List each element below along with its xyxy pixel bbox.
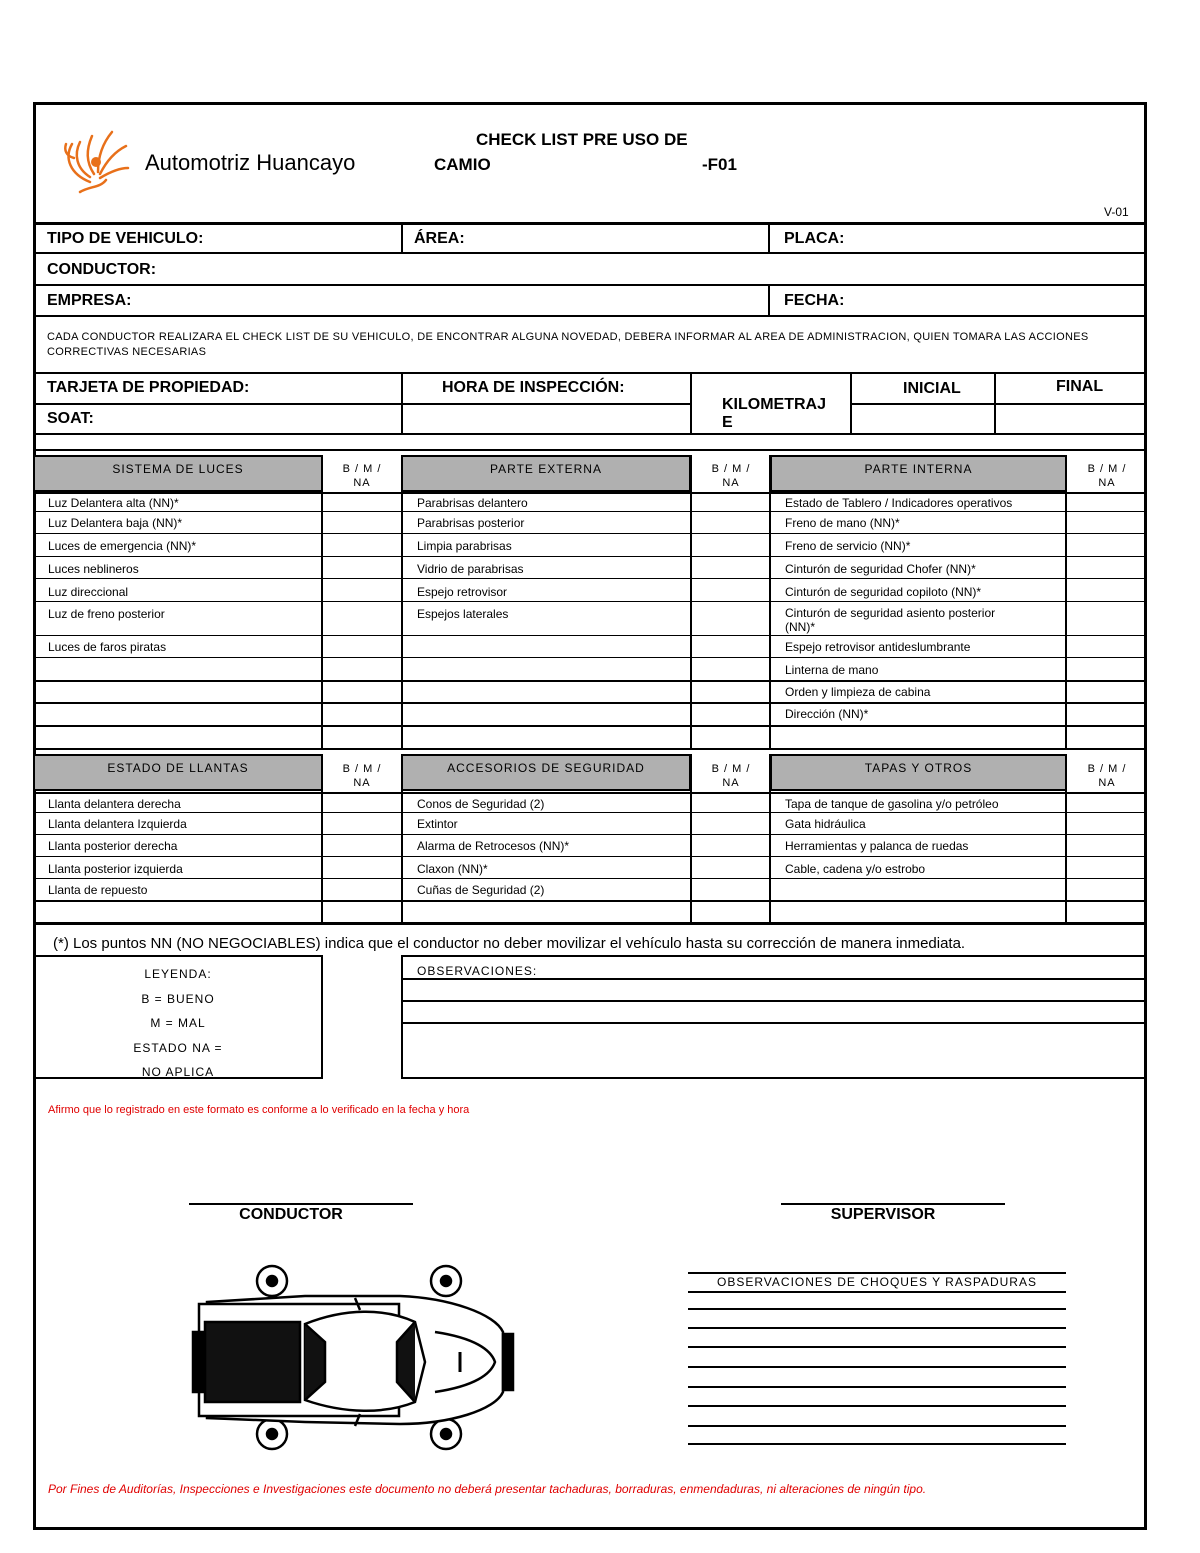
list-item: Cinturón de seguridad Chofer (NN)* <box>785 562 976 576</box>
list-item: Llanta posterior derecha <box>48 839 178 853</box>
bm-header: B / M / NA <box>1087 463 1127 489</box>
list-item: Llanta posterior izquierda <box>48 862 183 876</box>
list-item: (NN)* <box>785 620 815 634</box>
form-code: -F01 <box>702 155 737 174</box>
vehicle-diagram-icon <box>185 1262 521 1467</box>
footer-note: Por Fines de Auditorías, Inspecciones e Investigaciones este documento no deberá presentar tachaduras, borraduras, enmendaduras, ni alteraciones de ningún tipo. <box>48 1482 927 1496</box>
list-item: Freno de servicio (NN)* <box>785 539 911 553</box>
observaciones-label: OBSERVACIONES: <box>417 964 538 978</box>
list-item: Linterna de mano <box>785 663 879 677</box>
logo-icon <box>60 122 132 201</box>
list-item: Luz Delantera baja (NN)* <box>48 516 183 530</box>
area-label: ÁREA: <box>414 230 465 247</box>
list-item: Cinturón de seguridad copiloto (NN)* <box>785 585 982 599</box>
list-item: Cinturón de seguridad asiento posterior <box>785 606 996 620</box>
list-item: Estado de Tablero / Indicadores operativos <box>785 496 1013 510</box>
list-item: Claxon (NN)* <box>417 862 488 876</box>
list-item: Luces de faros piratas <box>48 640 167 654</box>
sistema-luces-header: SISTEMA DE LUCES <box>33 455 323 492</box>
tarjeta-label: TARJETA DE PROPIEDAD: <box>47 379 250 396</box>
list-item: Luces de emergencia (NN)* <box>48 539 197 553</box>
estado-llantas-header: ESTADO DE LLANTAS <box>33 754 323 791</box>
final-label: FINAL <box>1056 378 1104 395</box>
list-item: Cable, cadena y/o estrobo <box>785 862 926 876</box>
company-name: Automotriz Huancayo <box>145 150 356 175</box>
conductor-signature-label: CONDUCTOR <box>239 1206 343 1223</box>
conductor-label: CONDUCTOR: <box>47 261 157 278</box>
inicial-label: INICIAL <box>903 380 961 397</box>
bm-header: B / M / NA <box>711 763 751 789</box>
list-item: Llanta de repuesto <box>48 883 148 897</box>
bm-header: B / M / NA <box>711 463 751 489</box>
list-item: Luz direccional <box>48 585 129 599</box>
list-item: Llanta delantera derecha <box>48 797 181 811</box>
list-item: Dirección (NN)* <box>785 707 869 721</box>
leyenda-text: LEYENDA: B = BUENO M = MAL ESTADO NA = NO APLICA <box>133 967 223 1079</box>
parte-interna-header: PARTE INTERNA <box>770 455 1067 492</box>
hora-label: HORA DE INSPECCIÓN: <box>442 379 625 396</box>
title-redaction <box>494 152 702 176</box>
list-item: Vidrio de parabrisas <box>417 562 524 576</box>
soat-label: SOAT: <box>47 410 94 427</box>
choques-box[interactable] <box>688 1272 1066 1444</box>
form-title-line2: CAMIO <box>434 155 491 174</box>
list-item: Llanta delantera Izquierda <box>48 817 187 831</box>
list-item: Espejo retrovisor <box>417 585 508 599</box>
kilometraje-label-wrap: E <box>722 414 733 431</box>
accesorios-header: ACCESORIOS DE SEGURIDAD <box>401 754 691 791</box>
list-item: Herramientas y palanca de ruedas <box>785 839 969 853</box>
version-label: V-01 <box>1104 205 1129 219</box>
tipo-vehiculo-label: TIPO DE VEHICULO: <box>47 230 204 247</box>
list-item: Espejo retrovisor antideslumbrante <box>785 640 971 654</box>
list-item: Orden y limpieza de cabina <box>785 685 931 699</box>
kilometraje-label: KILOMETRAJ <box>722 396 826 413</box>
list-item: Conos de Seguridad (2) <box>417 797 545 811</box>
list-item: Parabrisas posterior <box>417 516 525 530</box>
tapas-header: TAPAS Y OTROS <box>770 754 1067 791</box>
list-item: Luces neblineros <box>48 562 139 576</box>
list-item: Tapa de tanque de gasolina y/o petróleo <box>785 797 999 811</box>
nn-note: (*) Los puntos NN (NO NEGOCIABLES) indica que el conductor no deber movilizar el vehículo hasta su corrección de manera inmediata. <box>53 935 966 952</box>
bm-header: B / M / NA <box>1087 763 1127 789</box>
list-item: Extintor <box>417 817 458 831</box>
bm-header: B / M / NA <box>342 763 382 789</box>
bm-header: B / M / NA <box>342 463 382 489</box>
empresa-label: EMPRESA: <box>47 292 132 309</box>
list-item: Gata hidráulica <box>785 817 866 831</box>
fecha-label: FECHA: <box>784 292 845 309</box>
list-item: Cuñas de Seguridad (2) <box>417 883 545 897</box>
list-item: Parabrisas delantero <box>417 496 528 510</box>
list-item: Espejos laterales <box>417 607 509 621</box>
parte-externa-header: PARTE EXTERNA <box>401 455 691 492</box>
instruction-text: CADA CONDUCTOR REALIZARA EL CHECK LIST DE SU VEHICULO, DE ENCONTRAR ALGUNA NOVEDAD, DEBERA INFORMAR AL AREA DE ADMINISTRACION, QUIEN TOMARA LAS ACCIONES CORRECTIVAS NECESARIAS <box>47 331 1089 358</box>
supervisor-signature-label: SUPERVISOR <box>830 1206 936 1223</box>
list-item: Alarma de Retrocesos (NN)* <box>417 839 570 853</box>
afirmo-text: Afirmo que lo registrado en este formato es conforme a lo verificado en la fecha y hora <box>48 1104 470 1116</box>
form-title: CHECK LIST PRE USO DE <box>476 130 688 149</box>
list-item: Limpia parabrisas <box>417 539 512 553</box>
choques-label: OBSERVACIONES DE CHOQUES Y RASPADURAS <box>717 1275 1037 1289</box>
placa-label: PLACA: <box>784 230 845 247</box>
list-item: Freno de mano (NN)* <box>785 516 900 530</box>
list-item: Luz de freno posterior <box>48 607 165 621</box>
list-item: Luz Delantera alta (NN)* <box>48 496 179 510</box>
